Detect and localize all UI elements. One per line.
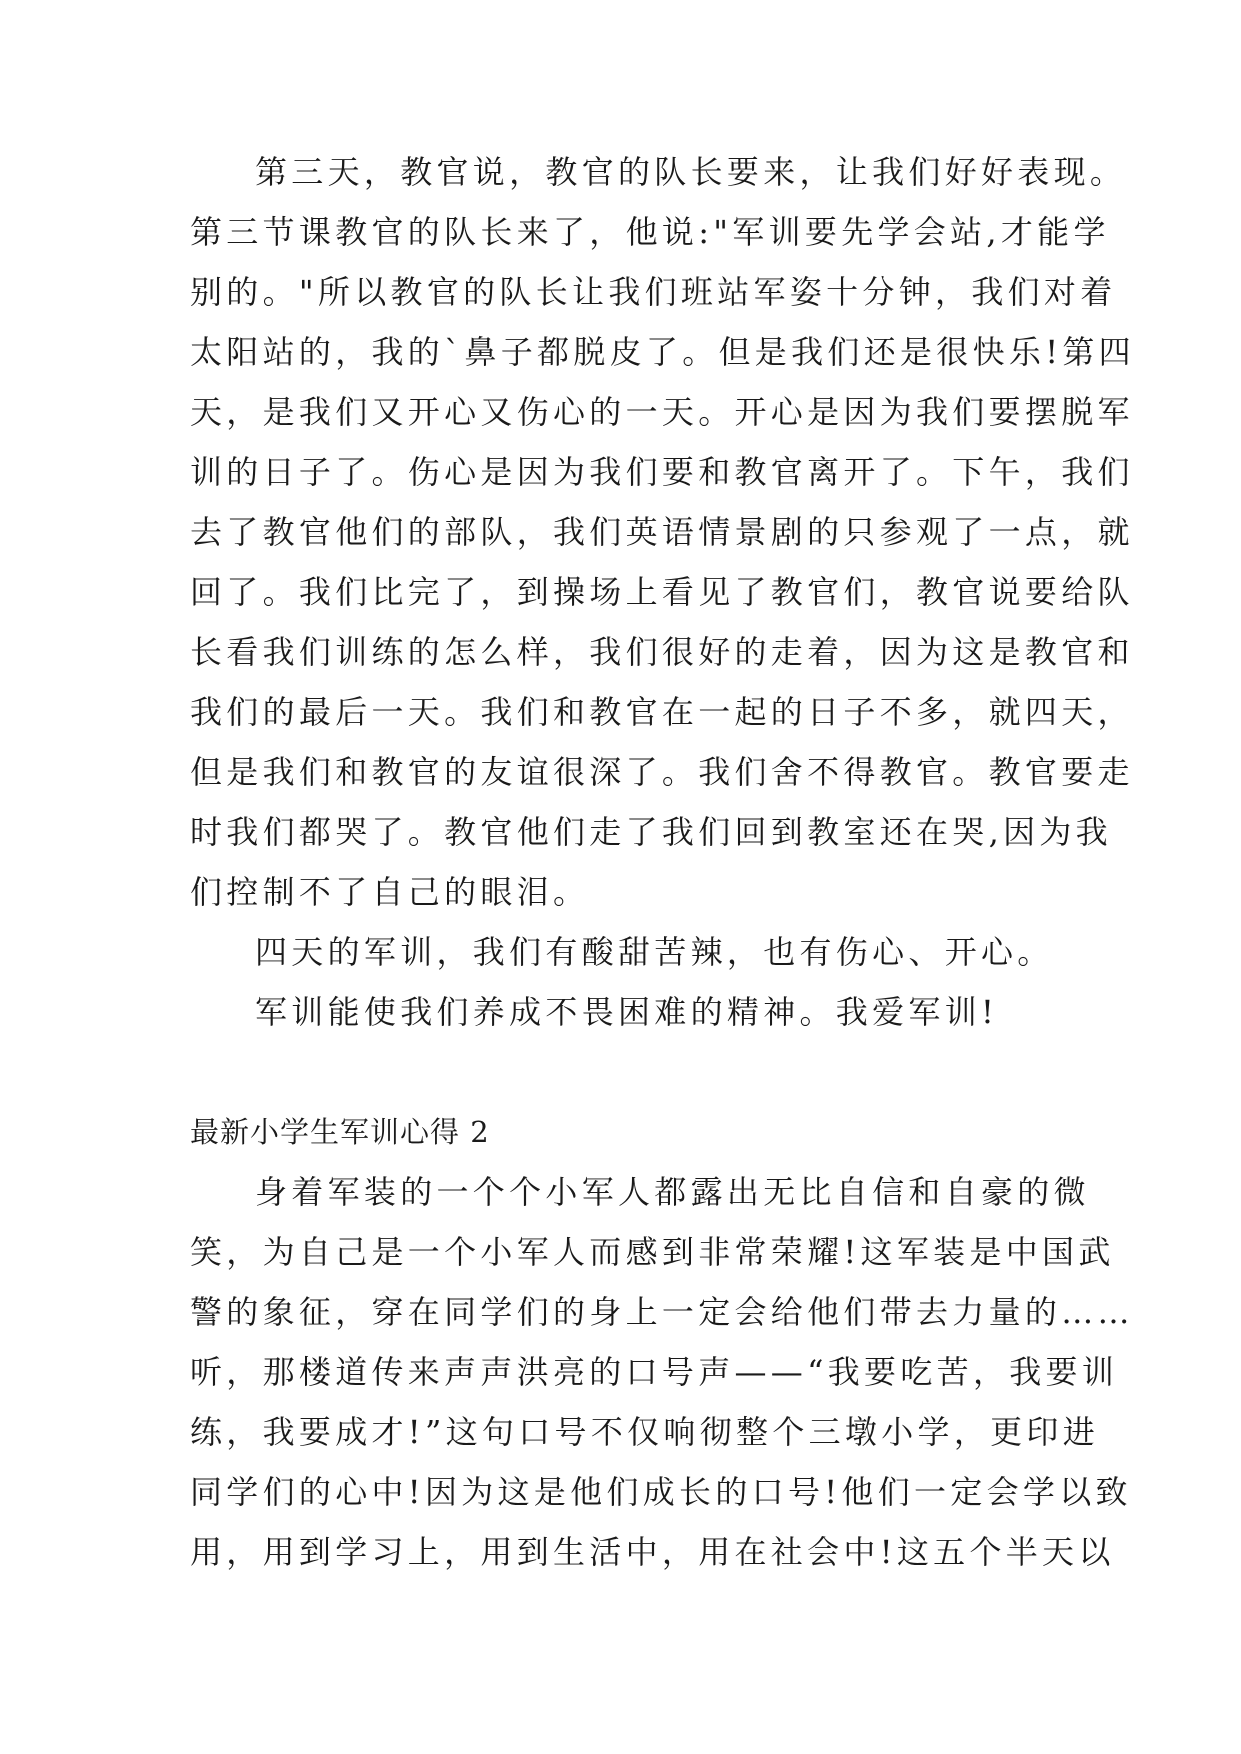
text-line: 我们的最后一天。我们和教官在一起的日子不多，就四天， <box>190 693 1134 731</box>
text-line: 但是我们和教官的友谊很深了。我们舍不得教官。教官要走 <box>190 753 1134 791</box>
text-line: 第三天，教官说，教官的队长要来，让我们好好表现。 <box>255 153 1127 191</box>
text-line: 长看我们训练的怎么样，我们很好的走着，因为这是教官和 <box>190 633 1134 671</box>
text-line: 用，用到学习上，用到生活中，用在社会中!这五个半天以 <box>190 1533 1115 1571</box>
text-line: 第三节课教官的队长来了，他说:"军训要先学会站,才能学 <box>190 213 1110 251</box>
text-line: 练，我要成才!”这句口号不仅响彻整个三墩小学，更印进 <box>190 1413 1100 1451</box>
text-line: 回了。我们比完了，到操场上看见了教官们，教官说要给队 <box>190 573 1134 611</box>
text-line: 身着军装的一个个小军人都露出无比自信和自豪的微 <box>255 1173 1090 1211</box>
text-line: 警的象征，穿在同学们的身上一定会给他们带去力量的…… <box>190 1293 1134 1331</box>
text-line: 军训能使我们养成不畏困难的精神。我爱军训! <box>255 993 999 1031</box>
text-line: 天，是我们又开心又伤心的一天。开心是因为我们要摆脱军 <box>190 393 1134 431</box>
text-line: 别的。"所以教官的队长让我们班站军姿十分钟，我们对着 <box>190 273 1117 311</box>
text-line: 听，那楼道传来声声洪亮的口号声——“我要吃苦，我要训 <box>190 1353 1119 1391</box>
text-line: 时我们都哭了。教官他们走了我们回到教室还在哭,因为我 <box>190 813 1112 851</box>
text-line: 训的日子了。伤心是因为我们要和教官离开了。下午，我们 <box>190 453 1134 491</box>
text-line: 太阳站的，我的`鼻子都脱皮了。但是我们还是很快乐!第四 <box>190 333 1135 371</box>
section-heading: 最新小学生军训心得 2 <box>190 1115 490 1149</box>
text-line: 去了教官他们的部队，我们英语情景剧的只参观了一点，就 <box>190 513 1134 551</box>
text-line: 四天的军训，我们有酸甜苦辣，也有伤心、开心。 <box>255 933 1054 971</box>
text-line: 同学们的心中!因为这是他们成长的口号!他们一定会学以致 <box>190 1473 1132 1511</box>
text-line: 笑，为自己是一个小军人而感到非常荣耀!这军装是中国武 <box>190 1233 1115 1271</box>
text-line: 们控制不了自己的眼泪。 <box>190 873 590 911</box>
